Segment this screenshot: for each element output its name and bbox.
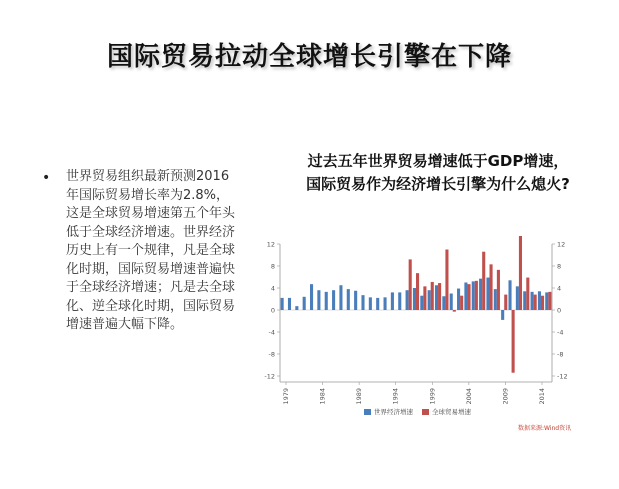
bar-gdp bbox=[442, 296, 445, 310]
bar-gdp bbox=[435, 285, 438, 310]
bar-trade bbox=[512, 310, 515, 373]
bar-trade bbox=[541, 296, 544, 310]
bar-trade bbox=[534, 295, 537, 310]
bullet-text: 世界贸易组织最新预测2016年国际贸易增长率为2.8%，这是全球贸易增速第五个年头低于全球经济增速。世界经济历史上有一个规律，凡是全球化时期，国际贸易增速普遍快于全球经济增速；凡是去全球化、逆全球化时期，国际贸易增速普遍大幅下降。 bbox=[66, 169, 236, 332]
bar-gdp bbox=[369, 297, 372, 310]
legend-label-trade: 全球贸易增速 bbox=[432, 408, 471, 416]
y-tick-label-right: 4 bbox=[557, 284, 562, 293]
bar-gdp bbox=[523, 291, 526, 310]
bar-gdp bbox=[361, 295, 364, 310]
x-tick-label: 2004 bbox=[464, 388, 473, 405]
chart-title bbox=[268, 150, 608, 196]
bar-gdp bbox=[347, 289, 350, 310]
bar-gdp bbox=[516, 286, 519, 310]
bar-gdp bbox=[332, 290, 335, 310]
bar-gdp bbox=[486, 278, 489, 310]
y-tick-label-right: -4 bbox=[557, 328, 564, 337]
slide-title: 国际贸易拉动全球增长引擎在下降 bbox=[106, 42, 512, 72]
bar-gdp bbox=[501, 310, 504, 320]
y-tick-label-left: 4 bbox=[270, 284, 275, 293]
bar-trade bbox=[423, 286, 426, 310]
y-tick-label-left: 12 bbox=[266, 240, 275, 249]
bar-trade bbox=[490, 264, 493, 310]
bar-gdp bbox=[317, 290, 320, 310]
y-tick-label-right: -12 bbox=[557, 372, 568, 381]
bar-gdp bbox=[450, 294, 453, 311]
bar-trade bbox=[445, 250, 448, 311]
x-tick-label: 1979 bbox=[282, 388, 290, 405]
bar-gdp bbox=[339, 285, 342, 310]
bar-gdp bbox=[288, 298, 291, 310]
bar-gdp bbox=[545, 292, 548, 310]
bar-trade bbox=[548, 292, 551, 310]
bar-gdp bbox=[391, 292, 394, 310]
x-tick-label: 1994 bbox=[391, 388, 400, 405]
bar-gdp bbox=[472, 281, 475, 310]
bar-gdp bbox=[494, 289, 497, 310]
x-tick-label: 1999 bbox=[428, 388, 437, 405]
bar-gdp bbox=[295, 306, 298, 310]
y-tick-label-right: 12 bbox=[557, 240, 566, 249]
bar-gdp bbox=[384, 297, 387, 310]
y-tick-label-right: 8 bbox=[557, 262, 562, 271]
bar-gdp bbox=[376, 298, 379, 310]
bar-trade bbox=[467, 284, 470, 310]
bar-trade bbox=[504, 295, 507, 310]
y-tick-label-left: -12 bbox=[264, 372, 275, 381]
bar-trade bbox=[438, 283, 441, 310]
bar-gdp bbox=[457, 289, 460, 310]
bar-gdp bbox=[531, 292, 534, 310]
chart-area bbox=[262, 236, 590, 436]
bar-trade bbox=[431, 282, 434, 310]
bar-trade bbox=[416, 273, 419, 310]
bar-trade bbox=[497, 270, 500, 310]
chart-title-line2: 国际贸易作为经济增长引擎为什么熄火? bbox=[306, 175, 570, 193]
bar-gdp bbox=[420, 296, 423, 310]
y-tick-label-left: 0 bbox=[270, 306, 275, 315]
chart-title-line1: 过去五年世界贸易增速低于GDP增速， bbox=[307, 152, 569, 170]
bar-gdp bbox=[479, 279, 482, 310]
bar-gdp bbox=[464, 283, 467, 311]
y-tick-label-right: 0 bbox=[557, 306, 562, 315]
bar-gdp bbox=[406, 290, 409, 310]
legend-swatch-gdp bbox=[364, 409, 371, 415]
source-note: 数据来源:Wind资讯 bbox=[518, 425, 572, 432]
y-tick-label-left: -4 bbox=[268, 328, 275, 337]
bar-gdp bbox=[303, 297, 306, 310]
x-tick-label: 1984 bbox=[318, 388, 327, 405]
x-tick-label: 2009 bbox=[501, 388, 510, 405]
bar-trade bbox=[460, 296, 463, 310]
bar-gdp bbox=[281, 298, 284, 310]
bar-gdp bbox=[538, 291, 541, 310]
bar-trade bbox=[409, 259, 412, 310]
bar-trade bbox=[519, 236, 522, 310]
y-tick-label-right: -8 bbox=[557, 350, 564, 359]
bar-gdp bbox=[428, 290, 431, 310]
bar-trade bbox=[482, 252, 485, 310]
bullet-dot: • bbox=[42, 170, 51, 186]
bar-trade bbox=[453, 310, 456, 312]
bar-gdp bbox=[508, 280, 511, 310]
x-tick-label: 2014 bbox=[538, 388, 546, 405]
x-tick-label: 1989 bbox=[355, 388, 364, 405]
bar-gdp bbox=[354, 291, 357, 310]
bar-trade bbox=[526, 278, 529, 310]
legend-swatch-trade bbox=[422, 409, 429, 415]
bar-chart bbox=[262, 236, 590, 436]
y-tick-label-left: 8 bbox=[270, 262, 275, 271]
y-tick-label-left: -8 bbox=[268, 350, 275, 359]
bar-gdp bbox=[325, 292, 328, 310]
bar-gdp bbox=[398, 292, 401, 310]
bar-trade bbox=[475, 281, 478, 310]
bar-gdp bbox=[413, 288, 416, 310]
bar-gdp bbox=[310, 284, 313, 310]
legend-label-gdp: 世界经济增速 bbox=[374, 408, 413, 416]
